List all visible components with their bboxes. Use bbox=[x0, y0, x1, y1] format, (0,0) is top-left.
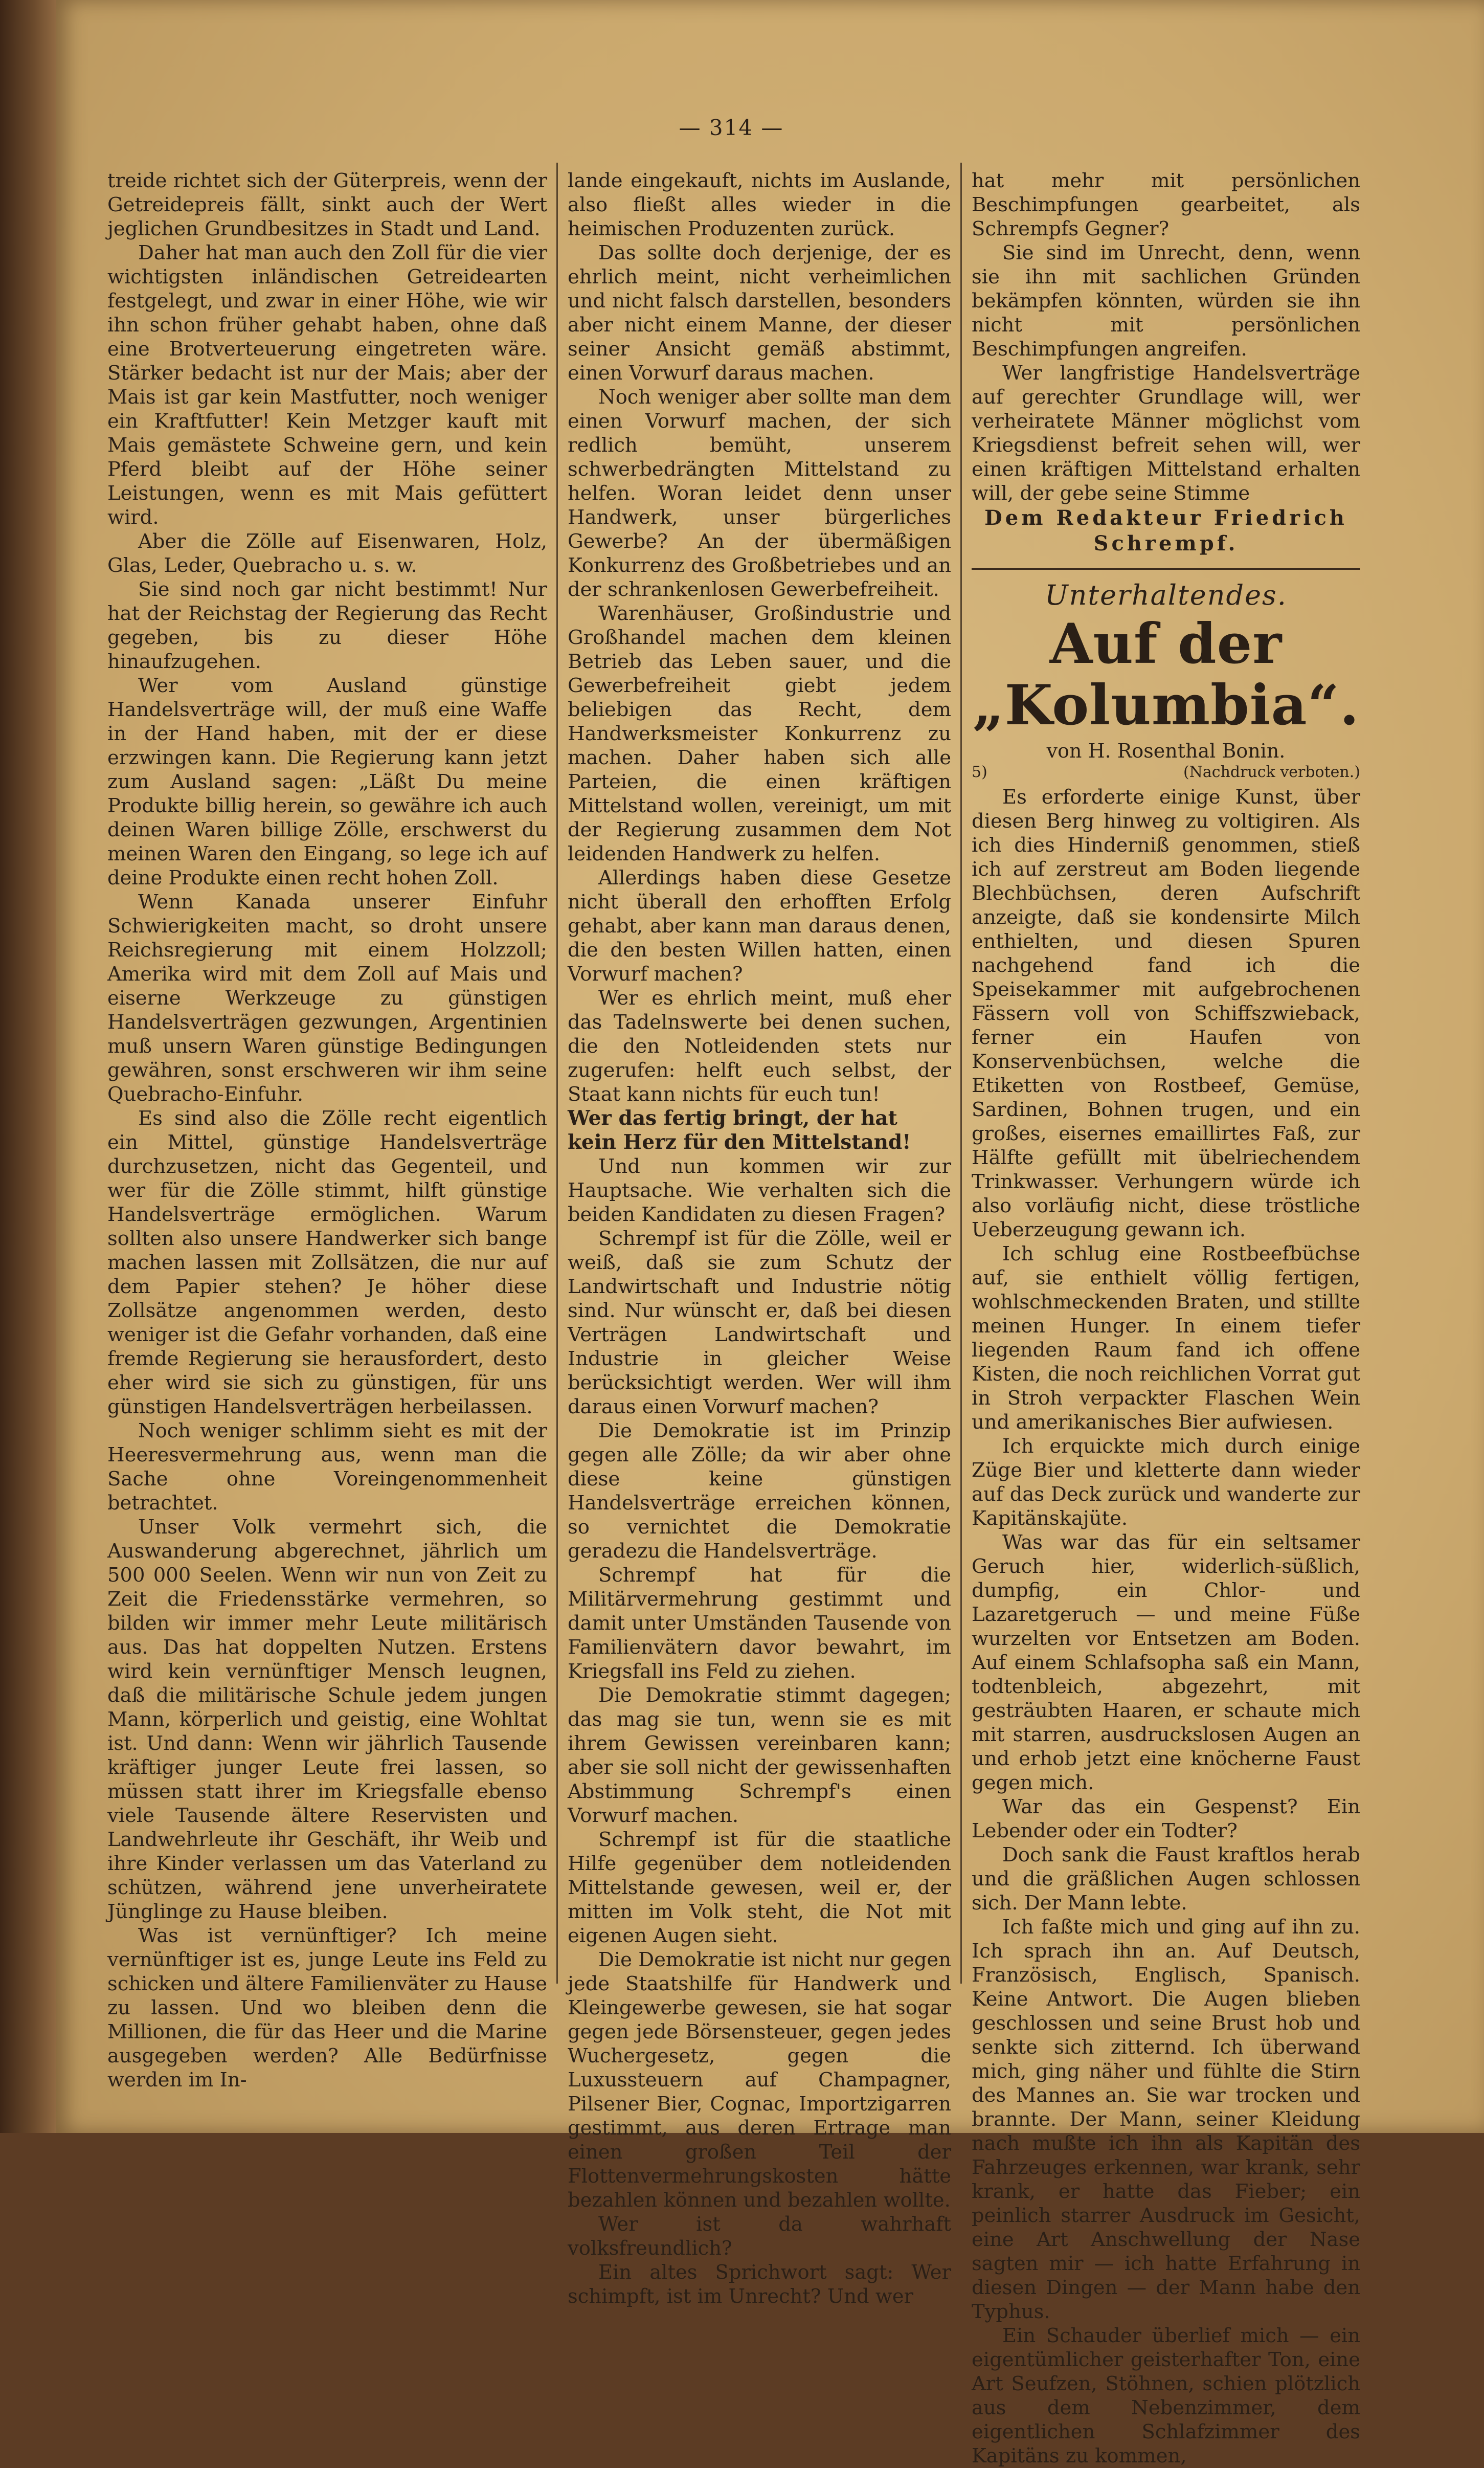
paragraph: hat mehr mit persönlichen Beschimpfungen gearbeitet, als Schrempfs Gegner? bbox=[972, 169, 1360, 240]
paragraph: Ich faßte mich und ging auf ihn zu. Ich sprach ihn an. Auf Deutsch, Französisch, Englisch, Spanisch. Keine Antwort. Die Augen blieben geschlossen und seine Brust hob und senkte sich zitternd. Ich überwand mich, ging näher und fühlte die Stirn des Mannes an. Sie war trocken und brannte. Der Mann, seiner Kleidung nach mußte ich ihn als Kapitän des Fahrzeuges erkennen, war krank, sehr krank, er hatte das Fieber; ein peinlich starrer Ausdruck im Gesicht, eine Art Anschwellung der Nase sagten mir — ich hatte Erfahrung in diesen Dingen — der Mann habe den Typhus. bbox=[972, 1916, 1360, 2323]
paragraph: Aber die Zölle auf Eisenwaren, Holz, Glas, Leder, Quebracho u. s. w. bbox=[107, 530, 547, 577]
page-number: — 314 — bbox=[679, 115, 784, 140]
paragraph: Ein altes Sprichwort sagt: Wer schimpft, ist im Unrecht? Und wer bbox=[568, 2261, 951, 2308]
paragraph: Noch weniger schlimm sieht es mit der Heeresvermehrung aus, wenn man die Sache ohne Voreingenommenheit betrachtet. bbox=[107, 1419, 547, 1515]
paragraph: lande eingekauft, nichts im Auslande, also fließt alles wieder in die heimischen Produzenten zurück. bbox=[568, 169, 951, 240]
book-gutter bbox=[0, 0, 61, 2133]
column-3 bbox=[972, 169, 1360, 2468]
column-1 bbox=[107, 169, 547, 2092]
paragraph: Warenhäuser, Großindustrie und Großhandel machen dem kleinen Betrieb das Leben sauer, und die Gewerbefreiheit giebt jedem beliebigen das Recht, dem Handwerksmeister Konkurrenz zu machen. Daher haben sich alle Parteien, die einen kräftigen Mittelstand wollen, vereinigt, um mit der Regierung zusammen dem Not leidenden Handwerk zu helfen. bbox=[568, 602, 951, 865]
paragraph: Wer ist da wahrhaft volksfreundlich? bbox=[568, 2213, 951, 2260]
paragraph: Wer es ehrlich meint, muß eher das Tadelnswerte bei denen suchen, die den Notleidenden stets nur zugerufen: helft euch selbst, der Staat kann nichts für euch tun! bbox=[568, 987, 951, 1106]
paragraph: Schrempf hat für die Militärvermehrung gestimmt und damit unter Umständen Tausende von Familienvätern davor bewahrt, im Kriegsfall ins Feld zu ziehen. bbox=[568, 1564, 951, 1683]
paragraph: Was war das für ein seltsamer Geruch hier, widerlich-süßlich, dumpfig, ein Chlor- und Lazaretgeruch — und meine Füße wurzelten vor Entsetzen am Boden. Auf einem Schlafsopha saß ein Mann, todtenbleich, abgezehrt, mit gesträubten Haaren, er schaute mich mit starren, ausdruckslosen Augen an und erhob jetzt eine knöcherne Faust gegen mich. bbox=[972, 1531, 1360, 1794]
byline: von H. Rosenthal Bonin. bbox=[1046, 740, 1286, 762]
paragraph: Die Demokratie stimmt dagegen; das mag sie tun, wenn sie es mit ihrem Gewissen vereinbaren kann; aber sie soll nicht der gewissenhaften Abstimmung Schrempf's einen Vorwurf machen. bbox=[568, 1684, 951, 1827]
paragraph: Ich schlug eine Rostbeefbüchse auf, sie enthielt völlig fertigen, wohlschmeckenden Braten, und stillte meinen Hunger. In einem tiefer liegenden Raum fand ich offene Kisten, die noch reichlichen Vorrat gut in Stroh verpackter Flaschen Wein und amerikanisches Bier aufwiesen. bbox=[972, 1242, 1360, 1434]
reprint-notice: (Nachdruck verboten.) bbox=[1183, 763, 1360, 781]
paragraph: Schrempf ist für die Zölle, weil er weiß, daß sie zum Schutz der Landwirtschaft und Industrie nötig sind. Nur wünscht er, daß bei diesen Verträgen Landwirtschaft und Industrie in gleicher Weise berücksichtigt werden. Wer will ihm daraus einen Vorwurf machen? bbox=[568, 1227, 951, 1418]
paragraph: Allerdings haben diese Gesetze nicht überall den erhofften Erfolg gehabt, aber kann man daraus denen, die den besten Willen hatten, einen Vorwurf machen? bbox=[568, 866, 951, 986]
paragraph: Unser Volk vermehrt sich, die Auswanderung abgerechnet, jährlich um 500 000 Seelen. Wenn wir nun von Zeit zu Zeit die Friedensstärke vermehren, so bilden wir immer mehr Leute militärisch aus. Das hat doppelten Nutzen. Erstens wird kein vernünftiger Mensch leugnen, daß die militärische Schule jedem jungen Mann, körperlich und geistig, eine Wohltat ist. Und dann: Wenn wir jährlich Tausende kräftiger junger Leute frei lassen, so müssen statt ihrer im Kriegsfalle ebenso viele Tausende ältere Reservisten und Landwehrleute ihr Geschäft, ihr Weib und ihre Kinder verlassen um das Vaterland zu schützen, während jene unverheiratete Jünglinge zu Hause bleiben. bbox=[107, 1516, 547, 1923]
paragraph: Es erforderte einige Kunst, über diesen Berg hinweg zu voltigiren. Als ich dies Hinderniß genommen, stieß ich auf zerstreut am Boden liegende Blechbüchsen, deren Aufschrift anzeigte, daß sie kondensirte Milch enthielten, und diesen Spuren nachgehend fand ich die Speisekammer mit aufgebrochenen Fässern voll von Schiffszwieback, ferner ein Haufen von Konservenbüchsen, welche die Etiketten von Rostbeef, Gemüse, Sardinen, Bohnen trugen, und ein großes, eisernes emaillirtes Faß, zur Hälfte gefüllt mit übelriechendem Trinkwasser. Verhungern würde ich also vorläufig nicht, diese tröstliche Ueberzeugung gewann ich. bbox=[972, 786, 1360, 1241]
column-2 bbox=[568, 169, 951, 2308]
paragraph: Und nun kommen wir zur Hauptsache. Wie verhalten sich die beiden Kandidaten zu diesen Fragen? bbox=[568, 1155, 951, 1226]
section-title: Unterhaltendes. bbox=[1045, 579, 1287, 611]
paragraph: Die Demokratie ist im Prinzip gegen alle Zölle; da wir aber ohne diese keine günstigen Handelsverträge erreichen können, so vernichtet die Demokratie geradezu die Handelsverträge. bbox=[568, 1419, 951, 1563]
paragraph: Daher hat man auch den Zoll für die vier wichtigsten inländischen Getreidearten festgelegt, und zwar in einer Höhe, wie wir ihn schon früher gehabt haben, ohne daß eine Brotverteuerung eingetreten wäre. Stärker bedacht ist nur der Mais; aber der Mais ist gar kein Mastfutter, noch weniger ein Kraftfutter! Kein Metzger kauft mit Mais gemästete Schweine gern, und kein Pferd bleibt auf der Höhe seiner Leistungen, wenn es mit Mais gefüttert wird. bbox=[107, 241, 547, 529]
section-divider bbox=[972, 568, 1360, 570]
paragraph: Was ist vernünftiger? Ich meine vernünftiger ist es, junge Leute ins Feld zu schicken und ältere Familienväter zu Hause zu lassen. Und wo bleiben denn die Millionen, die für das Heer und die Marine ausgegeben werden? Alle Bedürfnisse werden im In- bbox=[107, 1924, 547, 2092]
column-rule bbox=[960, 163, 962, 1984]
byline-row bbox=[972, 763, 1360, 782]
story-title: Auf der „Kolumbia“. bbox=[972, 612, 1360, 738]
installment-number: 5) bbox=[972, 763, 987, 781]
paragraph: Wer langfristige Handelsverträge auf gerechter Grundlage will, wer verheiratete Männer möglichst vom Kriegsdienst befreit sehen will, wer einen kräftigen Mittelstand erhalten will, der gebe seine Stimme bbox=[972, 362, 1360, 505]
paragraph: treide richtet sich der Güterpreis, wenn der Getreidepreis fällt, sinkt auch der Wert jeglichen Grundbesitzes in Stadt und Land. bbox=[107, 169, 547, 240]
paragraph: War das ein Gespenst? Ein Lebender oder ein Todter? bbox=[972, 1795, 1360, 1842]
paragraph: Wenn Kanada unserer Einfuhr Schwierigkeiten macht, so droht unsere Reichsregierung mit einem Holzzoll; Amerika wird mit dem Zoll auf Mais und eiserne Werkzeuge zu günstigen Handelsverträgen gezwungen, Argentinien muß unsern Waren günstige Bedingungen gewähren, sonst erschweren wir ihm seine Quebracho-Einfuhr. bbox=[107, 891, 547, 1106]
paragraph: Es sind also die Zölle recht eigentlich ein Mittel, günstige Handelsverträge durchzusetzen, nicht das Gegenteil, und wer für die Zölle stimmt, hilft günstige Handelsverträge ermöglichen. Warum sollten also unsere Handwerker sich bange machen lassen mit Zollsätzen, die nur auf dem Papier stehen? Je höher diese Zollsätze angenommen werden, desto weniger ist die Gefahr vorhanden, daß eine fremde Regierung sie herausfordert, desto eher wird sie sich zu günstigen, für uns günstigen Handelsverträgen herbeilassen. bbox=[107, 1107, 547, 1418]
paragraph: Doch sank die Faust kraftlos herab und die gräßlichen Augen schlossen sich. Der Mann lebte. bbox=[972, 1843, 1360, 1915]
paragraph: Ich erquickte mich durch einige Züge Bier und kletterte dann wieder auf das Deck zurück und wanderte zur Kapitänskajüte. bbox=[972, 1435, 1360, 1530]
paragraph: Schrempf ist für die staatliche Hilfe gegenüber dem notleidenden Mittelstande gewesen, weil er, der mitten im Volk steht, die Not mit eigenen Augen sieht. bbox=[568, 1828, 951, 1947]
paragraph: Das sollte doch derjenige, der es ehrlich meint, nicht verheimlichen und nicht falsch darstellen, besonders aber nicht einem Manne, der dieser seiner Ansicht gemäß abstimmt, einen Vorwurf daraus machen. bbox=[568, 241, 951, 385]
signature: Dem Redakteur Friedrich Schrempf. bbox=[984, 506, 1347, 555]
paragraph: Ein Schauder überlief mich — ein eigentümlicher geisterhafter Ton, eine Art Seufzen, Stöhnen, schien plötzlich aus dem Nebenzimmer, dem eigentlichen Schlafzimmer des Kapitäns zu kommen, bbox=[972, 2324, 1360, 2467]
paragraph: Sie sind im Unrecht, denn, wenn sie ihn mit sachlichen Gründen bekämpfen könnten, würden sie ihn nicht mit persönlichen Beschimpfungen angreifen. bbox=[972, 241, 1360, 361]
paragraph: Noch weniger aber sollte man dem einen Vorwurf machen, der sich redlich bemüht, unserem schwerbedrängten Mittelstand zu helfen. Woran leidet denn unser Handwerk, unser bürgerliches Gewerbe? An der übermäßigen Konkurrenz des Großbetriebes und an der schrankenlosen Gewerbefreiheit. bbox=[568, 386, 951, 601]
paragraph: Sie sind noch gar nicht bestimmt! Nur hat der Reichstag der Regierung das Recht gegeben, bis zu dieser Höhe hinaufzugehen. bbox=[107, 578, 547, 673]
paragraph: Die Demokratie ist nicht nur gegen jede Staatshilfe für Handwerk und Kleingewerbe gewesen, sie hat sogar gegen jede Börsensteuer, gegen jedes Wuchergesetz, gegen die Luxussteuern auf Champagner, Pilsener Bier, Cognac, Importzigarren gestimmt, aus deren Ertrage man einen großen Teil der Flottenvermehrungskosten hätte bezahlen können und bezahlen wollte. bbox=[568, 1948, 951, 2212]
bold-headline: Wer das fertig bringt, der hat kein Herz für den Mittelstand! bbox=[568, 1106, 911, 1154]
paragraph: Wer vom Ausland günstige Handelsverträge will, der muß eine Waffe in der Hand haben, mit der er diese erzwingen kann. Die Regierung kann jetzt zum Ausland sagen: „Läßt Du meine Produkte billig herein, so gewähre ich auch deinen Waren billige Zölle, erschwerst du meinen Waren den Eingang, so lege ich auf deine Produkte einen recht hohen Zoll. bbox=[107, 674, 547, 890]
column-rule bbox=[556, 163, 558, 1984]
